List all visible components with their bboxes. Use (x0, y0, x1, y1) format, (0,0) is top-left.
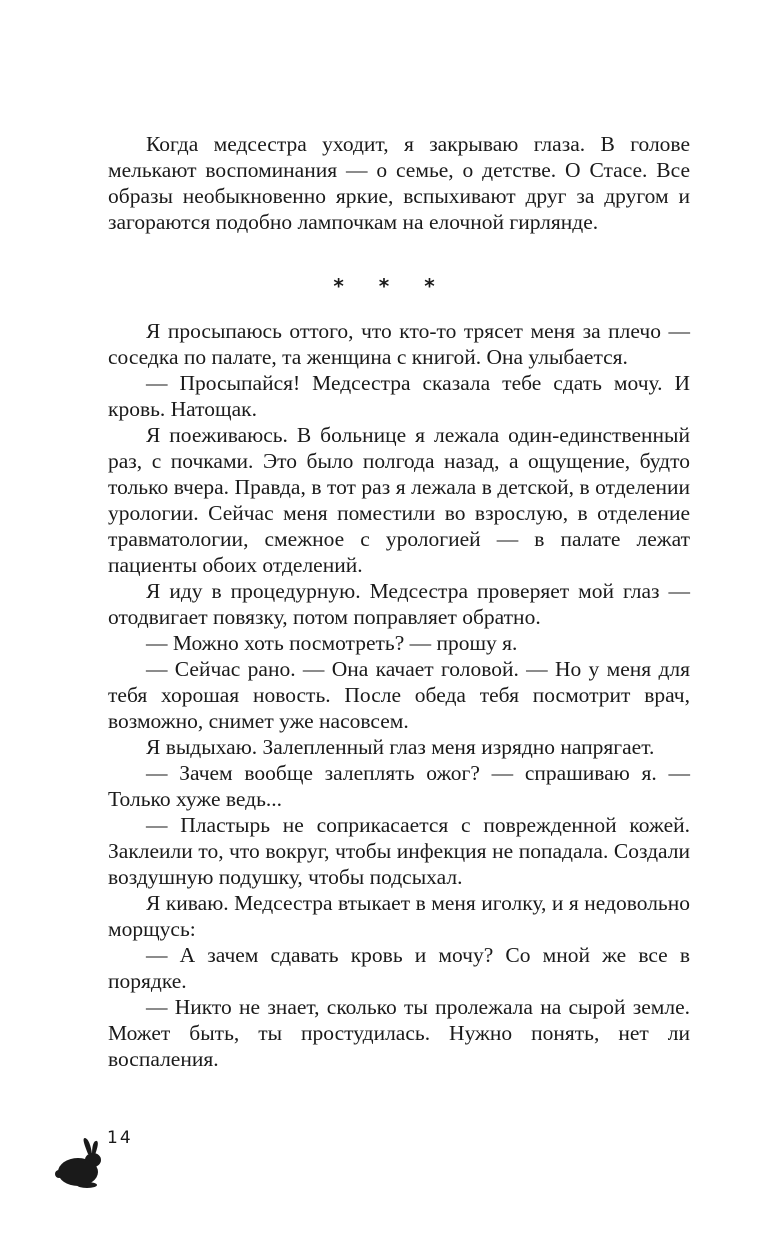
text-section-main (108, 318, 690, 1072)
rabbit-icon (54, 1138, 110, 1188)
paragraph: — Никто не знает, сколько ты пролежала на сырой земле. Может быть, ты простудилась. Нужно понять, нет ли воспаления. (108, 995, 690, 1071)
paragraph: Я киваю. Медсестра втыкает в меня иголку, и я недовольно морщусь: (108, 891, 690, 941)
paragraph: Я иду в процедурную. Медсестра проверяет мой глаз — отодвигает повязку, потом поправляет обратно. (108, 579, 690, 629)
paragraph: Когда медсестра уходит, я закрываю глаза. В голове мелькают воспоминания — о семье, о детстве. О Стасе. Все образы необыкновенно яркие, вспыхивают друг за другом и загораются подобно лампочкам на елочной гирлянде. (108, 132, 690, 234)
paragraph: Я просыпаюсь оттого, что кто-то трясет меня за плечо — соседка по палате, та женщина с книгой. Она улыбается. (108, 319, 690, 369)
paragraph: Я поеживаюсь. В больнице я лежала один-единственный раз, с почками. Это было полгода назад, а ощущение, будто только вчера. Правда, в тот раз я лежала в детской, в отделении урологии. Сейчас меня поместили во взрослую, в отделение травматологии, смежное с урологией — в палате лежат пациенты обоих отделений. (108, 423, 690, 577)
section-separator: * * * (333, 274, 449, 298)
page-number: 14 (107, 1128, 133, 1148)
text-section-top (108, 131, 690, 235)
paragraph: — Пластырь не соприкасается с поврежденной кожей. Заклеили то, что вокруг, чтобы инфекция не попадала. Создали воздушную подушку, чтобы подсыхал. (108, 813, 690, 889)
paragraph: Я выдыхаю. Залепленный глаз меня изрядно напрягает. (146, 735, 655, 759)
paragraph: — Зачем вообще залеплять ожог? — спрашиваю я. — Только хуже ведь... (108, 761, 690, 811)
paragraph: — Можно хоть посмотреть? — прошу я. (146, 631, 518, 655)
paragraph: — Сейчас рано. — Она качает головой. — Но у меня для тебя хорошая новость. После обеда тебя посмотрит врач, возможно, снимет уже насовсем. (108, 657, 690, 733)
paragraph: — Просыпайся! Медсестра сказала тебе сдать мочу. И кровь. Натощак. (108, 371, 690, 421)
paragraph: — А зачем сдавать кровь и мочу? Со мной же все в порядке. (108, 943, 690, 993)
